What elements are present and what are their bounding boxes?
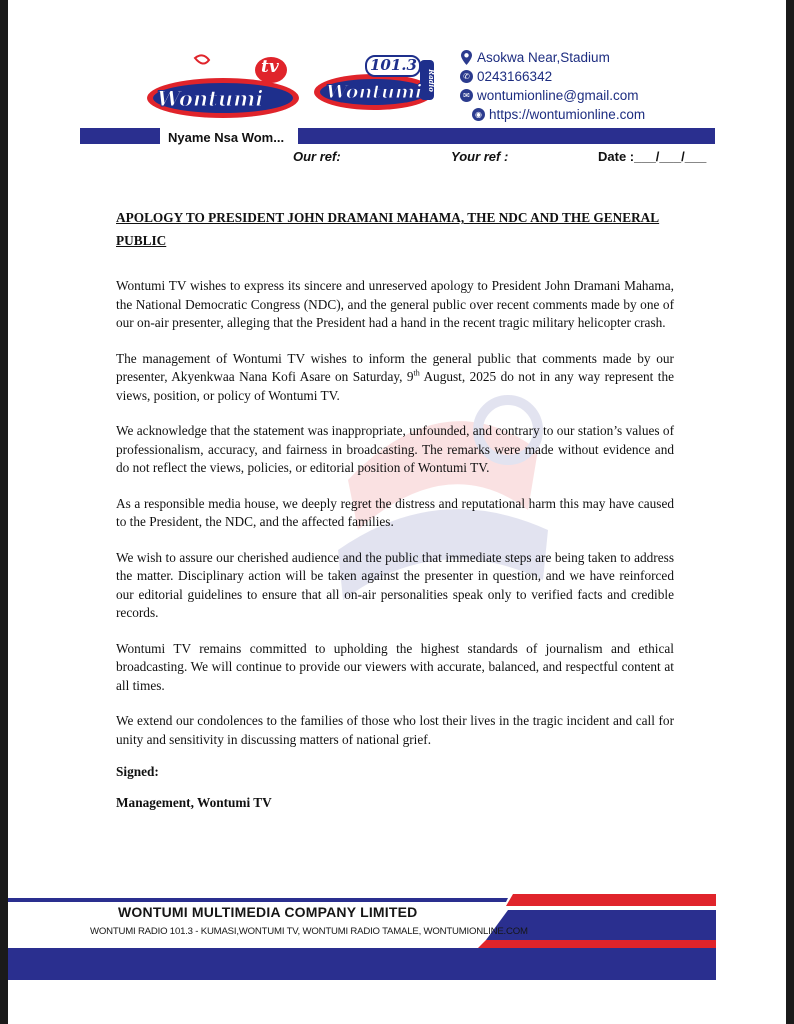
- phone-icon: ✆: [460, 70, 473, 83]
- email-icon: ✉: [460, 89, 473, 102]
- document-body: [116, 277, 674, 812]
- header-bar-left: [80, 128, 160, 144]
- tv-logo-word: Wontumi: [157, 86, 264, 111]
- radio-logo-badge: Radio: [426, 69, 436, 92]
- map-pin-icon: [461, 50, 472, 65]
- paragraph-2-sup: th: [413, 368, 420, 378]
- wontumi-tv-logo: [143, 52, 303, 124]
- paragraph-2: [116, 350, 674, 406]
- paragraph-1: Wontumi TV wishes to express its sincere and unreserved apology to President John Dramani Mahama, the National Democratic Congress (NDC), and the general public over recent comments made by one of our on-air presenter, alleging that the President had a hand in the recent tragic military helicopter crash.: [116, 278, 674, 330]
- your-ref-label: Your ref :: [451, 149, 509, 164]
- company-name: WONTUMI MULTIMEDIA COMPANY LIMITED: [118, 904, 418, 920]
- email-row: [460, 86, 645, 104]
- tv-logo-badge: tv: [261, 57, 279, 77]
- header-bar-right: [298, 128, 715, 144]
- phone-row: [460, 67, 645, 85]
- signatory: Management, Wontumi TV: [116, 795, 272, 810]
- address-row: [460, 48, 645, 66]
- letter-page: [8, 0, 786, 1024]
- paragraph-3: We acknowledge that the statement was inappropriate, unfounded, and contrary to our station’s values of professionalism, accuracy, and fairness in broadcasting. The remarks were made without evidence and do not reflect the views, policies, or editorial position of Wontumi TV.: [116, 423, 674, 475]
- paragraph-7: We extend our condolences to the families of those who lost their lives in the tragic incident and call for unity and sensitivity in discussing matters of national grief.: [116, 713, 674, 747]
- radio-logo-freq: 101.3: [370, 56, 417, 74]
- contact-block: [460, 48, 645, 124]
- phone-text: 0243166342: [477, 68, 553, 84]
- paragraph-2-after: August, 2025 do not in any way represent the views, position, or policy of Wontumi TV.: [116, 369, 674, 403]
- motto: Nyame Nsa Wom...: [168, 130, 285, 145]
- wontumi-radio-logo: [308, 50, 448, 120]
- website-link[interactable]: https://wontumionline.com: [489, 106, 646, 122]
- web-icon: ◉: [472, 108, 485, 121]
- signed-label: Signed:: [116, 764, 159, 779]
- radio-logo-word: Wontumi: [326, 81, 423, 103]
- date-field: Date :___/___/___: [598, 149, 707, 164]
- email-link[interactable]: wontumionline@gmail.com: [477, 87, 639, 103]
- website-row: [472, 105, 645, 123]
- address-text: Asokwa Near,Stadium: [477, 49, 610, 65]
- document-title: APOLOGY TO PRESIDENT JOHN DRAMANI MAHAMA, THE NDC AND THE GENERAL PUBLIC: [116, 210, 660, 248]
- paragraph-6: Wontumi TV remains committed to upholding the highest standards of journalism and ethical broadcasting. We will continue to provide our viewers with accurate, balanced, and respectful content at all times.: [116, 640, 674, 693]
- paragraph-4: As a responsible media house, we deeply regret the distress and reputational harm this may have caused to the President, the NDC, and the affected families.: [116, 495, 674, 529]
- paragraph-5: We wish to assure our cherished audience and the public that immediate steps are being taken to address the matter. Disciplinary action will be taken against the presenter in question, and we have reinforced our editorial guidelines to ensure that all on-air personalities speak only to verified facts and credible records.: [116, 549, 674, 620]
- stations-line: WONTUMI RADIO 101.3 - KUMASI,WONTUMI TV, WONTUMI RADIO TAMALE, WONTUMIONLINE.COM: [90, 926, 528, 937]
- paragraph-2-before: The management of Wontumi TV wishes to inform the general public that comments made by our presenter, Akyenkwaa Nana Kofi Asare on Saturday, 9: [116, 350, 674, 384]
- our-ref-label: Our ref:: [293, 149, 341, 164]
